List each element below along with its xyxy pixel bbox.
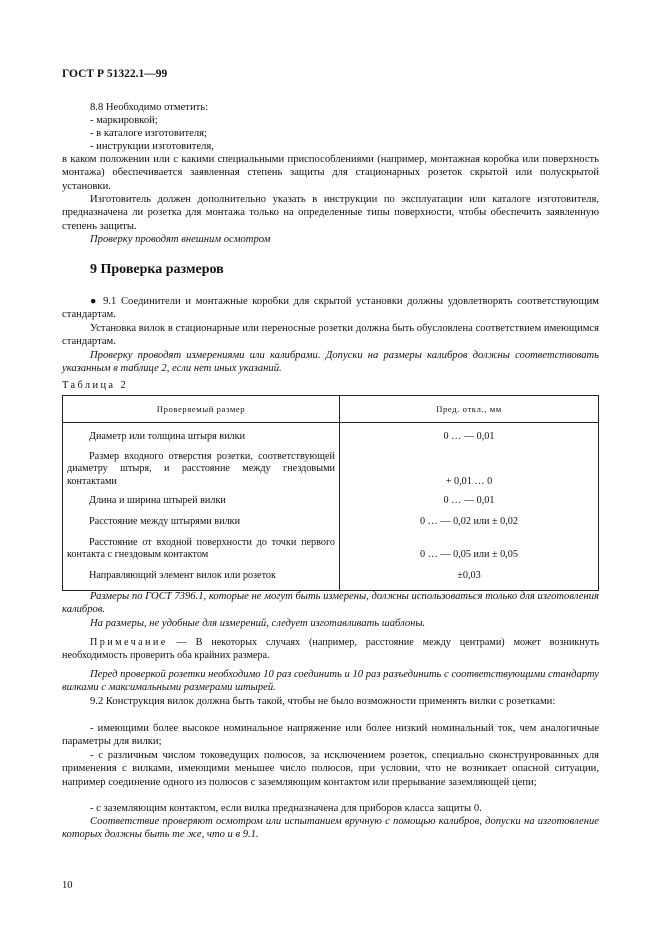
section-title: 9 Проверка размеров — [90, 262, 224, 277]
table-header-row — [63, 396, 599, 423]
table-cell — [63, 446, 340, 491]
table-cell-text: Длина и ширина штырей вилки — [89, 495, 226, 507]
para-9-2: 9.2 Конструкция вилок должна быть такой, чтобы не было возможности применять вилки с розетками: — [90, 696, 556, 707]
table-row — [63, 531, 599, 564]
para-8-8-check: Проверку проводят внешним осмотром — [90, 234, 271, 245]
table-row — [63, 564, 599, 591]
para-9-2-check: Соответствие проверяют осмотром или испытанием вручную с помощью калибров, допуски на изготовление которых должны быть те же, что и в 9.1. — [62, 816, 599, 841]
table-cell — [63, 490, 340, 510]
page-number: 10 — [62, 880, 73, 891]
table-cell: ±0,03 — [340, 564, 599, 591]
para-9-1: ● 9.1 Соединители и монтажные коробки для скрытой установки должны удовлетворять соответствующим стандартам. — [62, 296, 599, 321]
table-cell — [63, 531, 340, 564]
table-cell: 0 … — 0,01 — [340, 490, 599, 510]
table-row — [63, 510, 599, 531]
table-row — [63, 446, 599, 491]
table-cell-text: Расстояние между штырями вилки — [89, 515, 241, 527]
table-header-cell: Проверяемый размер — [63, 396, 340, 423]
dimensions-table — [62, 395, 599, 591]
list-item: - в каталоге изготовителя; — [90, 128, 207, 139]
para-8-8-intro: 8.8 Необходимо отметить: — [90, 102, 209, 113]
para-8-8-continuation: в каком положении или с какими специальными приспособлениями (например, монтажная коробка или поверхность монтажа) обеспечивается заявленная степень защиты для стационарных розеток скрытой или полускрытой установки. — [62, 154, 599, 192]
note — [62, 636, 599, 662]
after-table-preparation: Перед проверкой розетки необходимо 10 раз соединить и 10 раз разъединить с соответствующими стандарту вилками с максимальными размерами штырей. — [62, 669, 599, 694]
note-text: — В некоторых случаях (например, расстояние между центрами) может возникнуть необходимость проверить оба крайних размера. — [62, 637, 599, 661]
table-cell: 0 … — 0,05 или ± 0,05 — [340, 531, 599, 564]
table-row — [63, 423, 599, 446]
table-cell — [63, 564, 340, 591]
table-cell: + 0,01 … 0 — [340, 446, 599, 491]
document-header: ГОСТ Р 51322.1—99 — [62, 68, 168, 80]
list-item: - инструкции изготовителя, — [90, 141, 214, 152]
list-item: - с различным числом токоведущих полюсов, за исключением розеток, специально сконструированных для применения с вилками, имеющими меньшее число полюсов, при условии, что не возникает опасной ситуации, например соединение одного из полюсов с заземляющим контактом или прерывание заземляющей цепи; — [62, 750, 599, 788]
table-caption: Таблица 2 — [62, 380, 129, 391]
para-9-1-check: Проверку проводят измерениями или калибрами. Допуски на размеры калибров должны соответствовать указанным в таблице 2, если нет иных указаний. — [62, 350, 599, 375]
para-8-8-manufacturer: Изготовитель должен дополнительно указать в инструкции по эксплуатации или каталоге изготовителя, предназначена ли розетка для монтажа только на определенные типы поверхности, чтобы обеспечить заявленную степень защиты. — [62, 194, 599, 232]
table-cell — [63, 423, 340, 446]
table-cell — [63, 510, 340, 531]
table-cell: 0 … — 0,02 или ± 0,02 — [340, 510, 599, 531]
note-label: Примечание — [90, 637, 168, 648]
after-table-calibers: Размеры по ГОСТ 7396.1, которые не могут быть измерены, должны использоваться только для изготовления калибров. — [62, 591, 599, 616]
para-9-1-installation: Установка вилок в стационарные или переносные розетки должна быть обусловлена соответствием имеющимся стандартам. — [62, 323, 599, 348]
table-header-cell: Пред. откл., мм — [340, 396, 599, 423]
table-cell: 0 … — 0,01 — [340, 423, 599, 446]
list-item: - с заземляющим контактом, если вилка предназначена для приборов класса защиты 0. — [90, 803, 482, 814]
list-item: - имеющими более высокое номинальное напряжение или более низкий номинальный ток, чем аналогичные параметры для вилки; — [62, 723, 599, 748]
table-cell-text: Расстояние от входной поверхности до точки первого контакта с гнездовым контактом — [67, 536, 335, 561]
table-row — [63, 490, 599, 510]
after-table-templates: На размеры, не удобные для измерений, следует изготавливать шаблоны. — [90, 618, 426, 629]
list-item: - маркировкой; — [90, 115, 158, 126]
table-cell-text: Направляющий элемент вилок или розеток — [89, 569, 276, 581]
table-cell-text: Размер входного отверстия розетки, соответствующей диаметру штыря, и расстояние между гнездовыми контактами — [67, 450, 335, 487]
table-cell-text: Диаметр или толщина штыря вилки — [89, 431, 246, 442]
